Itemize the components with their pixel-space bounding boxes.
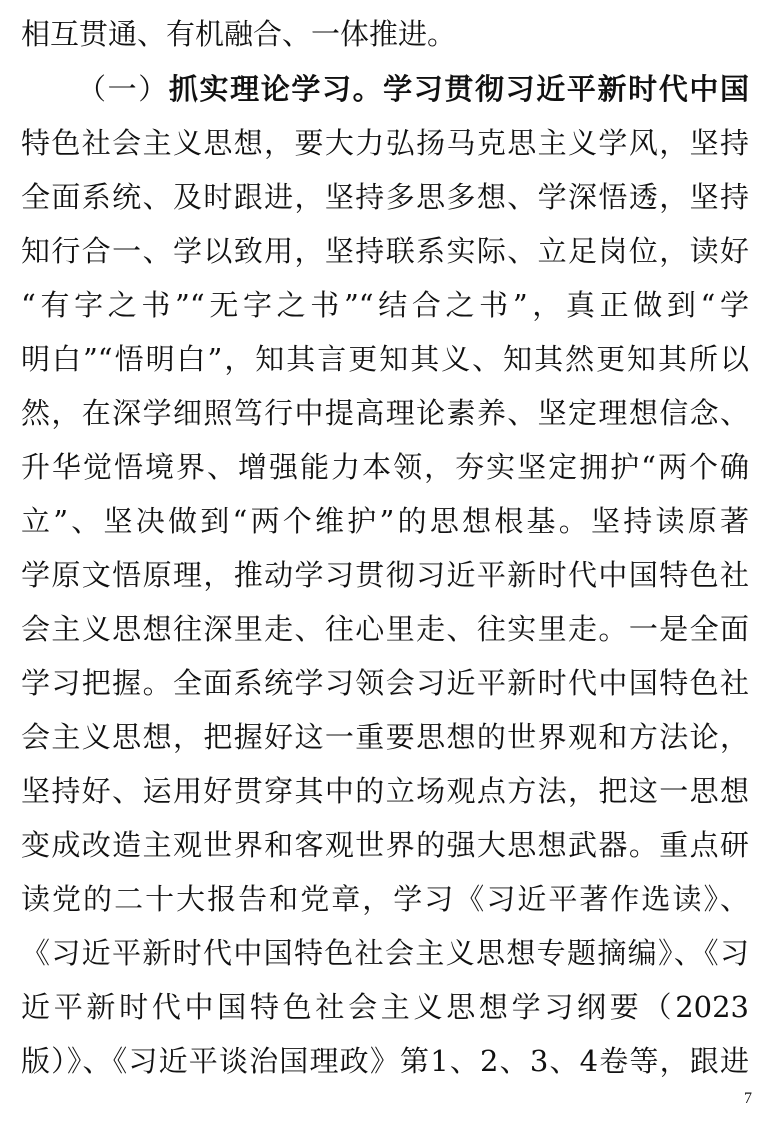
text-line-13: 学习把握。全面系统学习领会习近平新时代中国特色社 [21, 666, 749, 700]
text-line-1: 相互贯通、有机融合、一体推进。 [21, 17, 457, 51]
text-line-18: 《习近平新时代中国特色社会主义思想专题摘编》、《习 [21, 936, 749, 970]
text-line-16: 变成改造主观世界和客观世界的强大思想武器。重点研 [21, 828, 749, 862]
section-heading-line [21, 69, 749, 109]
text-line-12: 会主义思想往深里走、往心里走、往实里走。一是全面 [21, 612, 749, 646]
text-line-11: 学原文悟原理，推动学习贯彻习近平新时代中国特色社 [21, 558, 749, 592]
text-line-6: “有字之书”“无字之书”“结合之书”，真正做到“学 [21, 288, 749, 322]
text-line-17: 读党的二十大报告和党章，学习《习近平著作选读》、 [21, 882, 749, 916]
page-number: 7 [744, 1090, 752, 1107]
text-line-15: 坚持好、运用好贯穿其中的立场观点方法，把这一思想 [21, 774, 749, 808]
section-marker: （一） [77, 72, 169, 106]
text-line-14: 会主义思想，把握好这一重要思想的世界观和方法论， [21, 720, 749, 754]
text-line-10: 立”、坚决做到“两个维护”的思想根基。坚持读原著 [21, 504, 749, 538]
text-line-19: 近平新时代中国特色社会主义思想学习纲要（2023 [21, 990, 749, 1024]
text-line-8: 然，在深学细照笃行中提高理论素养、坚定理想信念、 [21, 396, 749, 430]
text-line-3: 特色社会主义思想，要大力弘扬马克思主义学风，坚持 [21, 126, 749, 160]
section-heading-text: 抓实理论学习。学习贯彻习近平新时代中国 [168, 72, 749, 106]
text-line-7: 明白”“悟明白”，知其言更知其义、知其然更知其所以 [21, 342, 749, 376]
text-line-5: 知行合一、学以致用，坚持联系实际、立足岗位，读好 [21, 234, 749, 268]
text-line-9: 升华觉悟境界、增强能力本领，夯实坚定拥护“两个确 [21, 450, 749, 484]
text-line-20: 版）》、《习近平谈治国理政》第1、2、3、4卷等，跟进 [21, 1044, 749, 1078]
text-line-4: 全面系统、及时跟进，坚持多思多想、学深悟透，坚持 [21, 180, 749, 214]
